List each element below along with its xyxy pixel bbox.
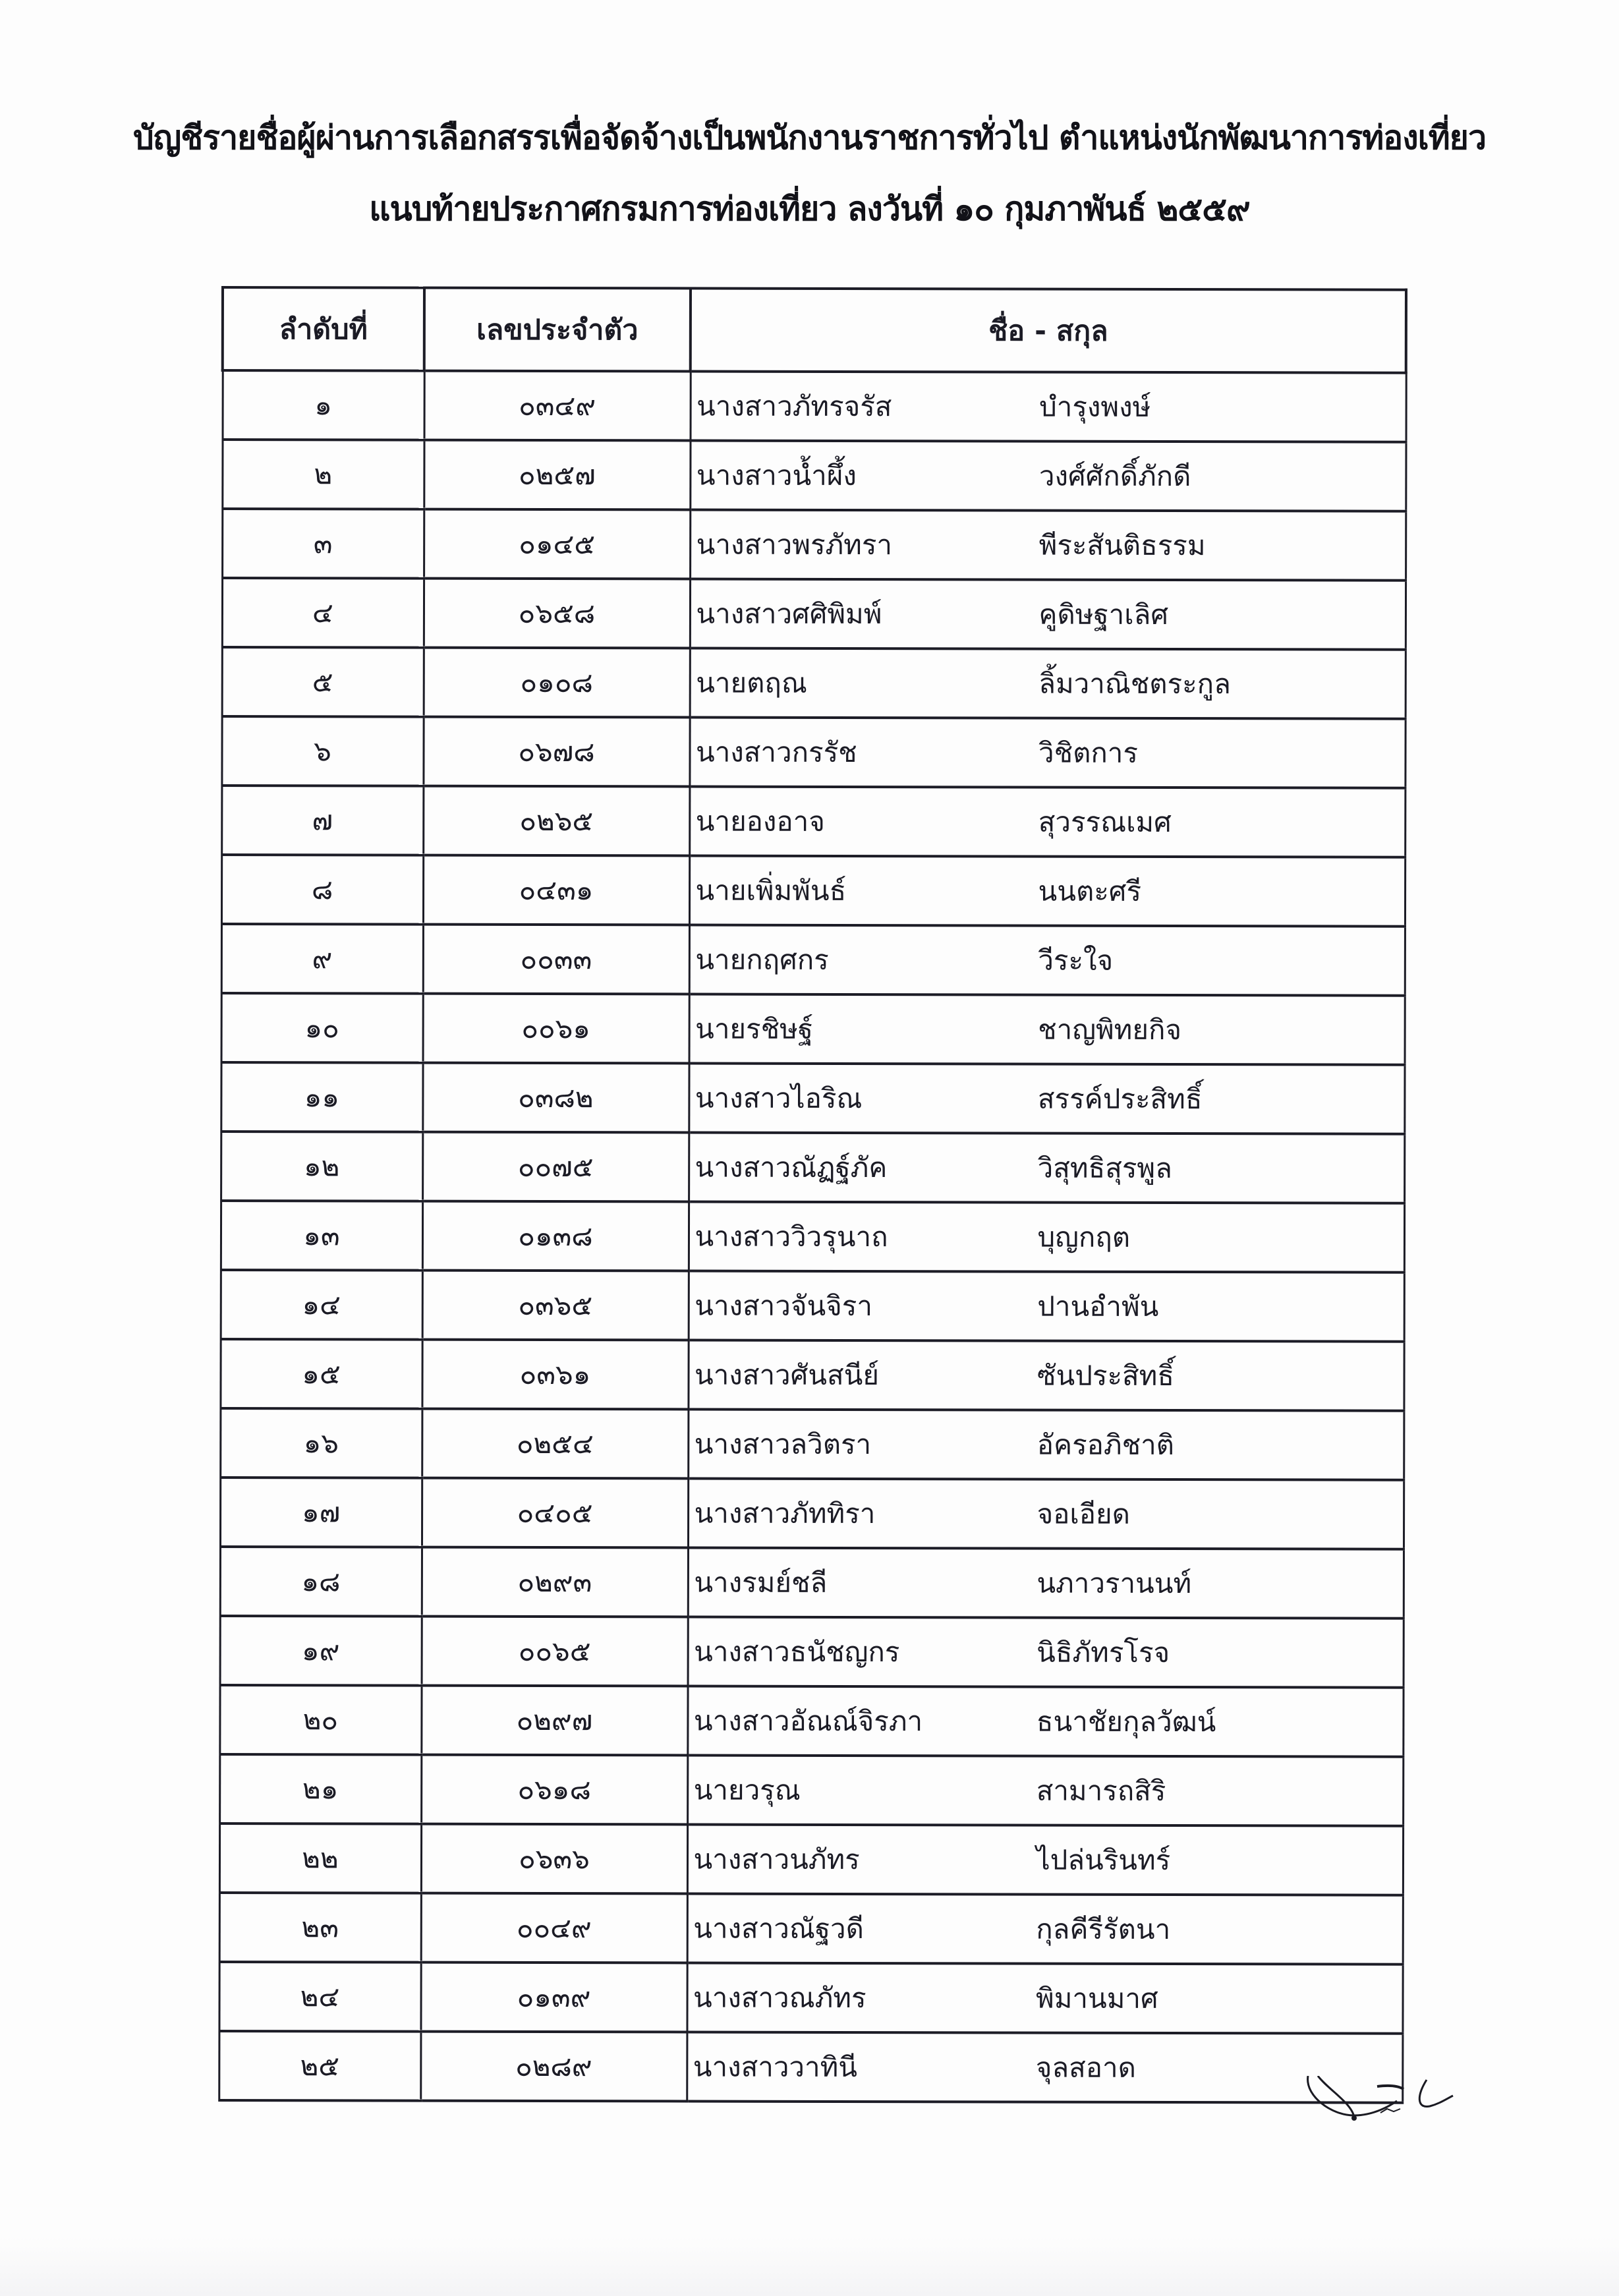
row-id-number: ๐๐๗๕ <box>422 1132 689 1202</box>
row-full-name <box>688 1478 1404 1549</box>
row-id-number: ๐๓๖๕ <box>422 1271 689 1340</box>
row-last-name: นิธิภัทรโรจ <box>1037 1636 1170 1669</box>
table-row <box>219 1893 1403 1965</box>
row-last-name: ชาญพิทยกิจ <box>1038 1013 1182 1046</box>
row-first-name: นายวรุณ <box>693 1773 801 1806</box>
row-last-name: สรรค์ประสิทธิ์ <box>1037 1082 1203 1115</box>
row-id-number: ๐๔๓๑ <box>423 855 689 925</box>
row-order: ๖ <box>221 716 423 786</box>
row-id-number: ๐๐๖๑ <box>423 994 689 1064</box>
row-last-name: สามารถสิริ <box>1036 1774 1166 1807</box>
row-order: ๕ <box>222 647 424 717</box>
row-first-name: นางสาววิวรุนาถ <box>695 1220 888 1253</box>
row-order: ๒๐ <box>219 1685 421 1755</box>
row-order: ๑๑ <box>221 1062 422 1132</box>
row-order: ๒๔ <box>219 1962 420 2032</box>
row-full-name <box>690 440 1406 511</box>
row-last-name: ปานอำพัน <box>1037 1290 1159 1323</box>
row-last-name: นนตะศรี <box>1038 875 1142 907</box>
row-id-number: ๐๐๓๓ <box>423 925 689 994</box>
row-order: ๑๘ <box>220 1547 422 1617</box>
row-full-name <box>689 1063 1404 1134</box>
row-order: ๒๒ <box>219 1823 421 1893</box>
table-row <box>221 855 1405 927</box>
row-first-name: นางสาวภัทรจรัส <box>696 389 892 422</box>
row-last-name: วิชิตการ <box>1038 736 1139 769</box>
row-order: ๒ <box>222 440 424 509</box>
row-first-name: นางสาวไอริณ <box>695 1081 863 1114</box>
row-first-name: นางสาวธนัชญกร <box>694 1635 900 1668</box>
row-id-number: ๐๖๓๖ <box>421 1824 687 1894</box>
row-id-number: ๐๒๘๙ <box>420 2032 687 2102</box>
row-order: ๑๒ <box>221 1132 422 1201</box>
header-name: ชื่อ - สกุล <box>691 288 1406 372</box>
row-full-name <box>689 1132 1404 1203</box>
row-id-number: ๐๖๗๘ <box>423 717 689 787</box>
row-first-name: นางสาวภัททิรา <box>694 1497 876 1530</box>
row-last-name: คูดิษฐาเลิศ <box>1038 598 1169 631</box>
row-first-name: นางสาวอัณณ์จิรภา <box>693 1704 923 1737</box>
row-order: ๓ <box>222 509 424 579</box>
row-first-name: นางสาวศันสนีย์ <box>694 1358 880 1391</box>
row-id-number: ๐๑๓๙ <box>420 1963 687 2032</box>
row-first-name: นางสาวณัฐวดี <box>693 1912 864 1945</box>
row-full-name <box>690 509 1406 580</box>
row-id-number: ๐๒๕๔ <box>422 1409 688 1479</box>
row-order: ๑๗ <box>220 1478 422 1547</box>
row-id-number: ๐๐๔๙ <box>421 1893 687 1963</box>
row-full-name <box>689 717 1405 788</box>
row-id-number: ๐๑๓๘ <box>422 1201 689 1271</box>
row-full-name <box>689 925 1405 995</box>
table-row <box>223 370 1406 442</box>
row-last-name: ซันประสิทธิ์ <box>1037 1359 1175 1392</box>
row-last-name: จุลสอาด <box>1035 2051 1136 2084</box>
row-id-number: ๐๖๑๘ <box>421 1755 687 1825</box>
row-id-number: ๐๔๐๕ <box>422 1478 688 1548</box>
row-full-name <box>687 1686 1403 1756</box>
row-full-name <box>687 1893 1403 1964</box>
row-id-number: ๐๒๖๕ <box>423 786 689 856</box>
row-last-name: วิสุทธิสุรพูล <box>1037 1151 1172 1184</box>
row-first-name: นางสาวกรรัช <box>695 735 857 768</box>
row-full-name <box>689 786 1405 857</box>
table-row <box>221 1201 1404 1273</box>
table-body <box>219 370 1406 2103</box>
row-last-name: พีระสันติธรรม <box>1038 529 1206 561</box>
table-row <box>221 1062 1404 1134</box>
row-first-name: นายกฤศกร <box>695 943 829 976</box>
table-row <box>222 647 1406 719</box>
row-id-number: ๐๒๙๗ <box>421 1686 687 1756</box>
table-row <box>221 716 1405 788</box>
table-row <box>221 924 1405 996</box>
row-id-number: ๐๒๙๓ <box>422 1547 688 1617</box>
row-id-number: ๐๐๖๕ <box>422 1617 688 1686</box>
table-row <box>221 1132 1404 1203</box>
row-last-name: อัครอภิชาติ <box>1037 1428 1175 1461</box>
row-last-name: วีระใจ <box>1038 944 1114 977</box>
row-order: ๙ <box>221 924 423 994</box>
row-last-name: พิมานมาศ <box>1036 1982 1158 2015</box>
scan-edge-shading <box>0 2237 1619 2296</box>
table-row <box>220 1616 1404 1688</box>
row-order: ๑๖ <box>220 1408 422 1478</box>
row-order: ๒๕ <box>219 2031 420 2101</box>
table-row <box>219 2031 1402 2103</box>
table-row <box>220 1478 1404 1549</box>
handwritten-signature <box>1305 2076 1476 2168</box>
table-row <box>219 1962 1402 2034</box>
row-first-name: นางสาวณภัทร <box>693 1981 866 2014</box>
table-row <box>219 1685 1403 1757</box>
row-first-name: นางสาวน้ำผึ้ง <box>696 459 857 492</box>
row-full-name <box>690 579 1406 649</box>
results-table <box>217 286 1407 2104</box>
row-order: ๑๙ <box>220 1616 422 1686</box>
row-last-name: กุลคีรีรัตนา <box>1036 1912 1171 1945</box>
table-row <box>219 1823 1403 1895</box>
row-id-number: ๐๓๘๒ <box>422 1063 689 1133</box>
row-first-name: นายองอาจ <box>695 805 825 838</box>
row-first-name: นางสาวณัฏฐ์ภัค <box>695 1151 888 1184</box>
table-row <box>222 440 1406 511</box>
row-id-number: ๐๑๐๘ <box>424 648 690 718</box>
row-last-name: วงศ์ศักดิ์ภักดี <box>1038 459 1191 492</box>
row-id-number: ๐๑๔๕ <box>424 509 690 579</box>
row-full-name <box>687 2032 1402 2102</box>
table-row <box>222 509 1406 581</box>
row-full-name <box>689 1201 1404 1272</box>
row-full-name <box>688 1409 1404 1479</box>
row-order: ๗ <box>221 786 423 855</box>
row-order: ๑๕ <box>220 1339 422 1409</box>
table-row <box>220 1408 1404 1480</box>
table-row <box>221 786 1405 857</box>
row-first-name: นายรชิษฐ์ <box>695 1012 814 1045</box>
row-full-name <box>691 371 1406 442</box>
document-title: บัญชีรายชื่อผู้ผ่านการเลือกสรรเพื่อจัดจ้างเป็นพนักงานราชการทั่วไป ตำแหน่งนักพัฒนาการท่องเที่ยว <box>132 119 1487 157</box>
row-first-name: นางสาวพรภัทรา <box>696 528 893 561</box>
row-full-name <box>688 1340 1404 1410</box>
row-first-name: นางสาวศศิพิมพ์ <box>696 597 882 630</box>
row-full-name <box>687 1755 1403 1825</box>
row-full-name <box>688 1547 1404 1618</box>
header-order: ลำดับที่ <box>223 287 424 371</box>
row-order: ๑ <box>223 370 424 440</box>
row-full-name <box>689 855 1405 926</box>
row-first-name: นางรมย์ชลี <box>694 1566 828 1599</box>
row-last-name: ลิ้มวาณิชตระกูล <box>1038 667 1231 700</box>
row-last-name: นภาวรานนท์ <box>1037 1566 1192 1599</box>
document-subtitle: แนบท้ายประกาศกรมการท่องเที่ยว ลงวันที่ ๑๐ กุมภาพันธ์ ๒๕๕๙ <box>369 190 1250 228</box>
row-id-number: ๐๒๕๗ <box>424 440 690 510</box>
row-order: ๘ <box>221 855 423 925</box>
table-row <box>221 993 1405 1065</box>
row-last-name: ไปล่นรินทร์ <box>1036 1843 1171 1876</box>
row-last-name: บุญกฤต <box>1037 1220 1131 1253</box>
row-first-name: นายเพิ่มพันธ์ <box>695 874 847 907</box>
row-last-name: สุวรรณเมศ <box>1038 805 1172 838</box>
header-id: เลขประจำตัว <box>424 288 691 372</box>
row-full-name <box>689 1271 1404 1341</box>
row-first-name: นางสาวลวิตรา <box>694 1427 872 1460</box>
table-row <box>221 1270 1404 1342</box>
row-last-name: ธนาชัยกุลวัฒน์ <box>1036 1705 1216 1738</box>
row-order: ๑๐ <box>221 993 423 1063</box>
row-order: ๔ <box>222 578 424 648</box>
row-full-name <box>687 1963 1402 2033</box>
row-first-name: นางสาวนภัทร <box>693 1843 860 1876</box>
table-row <box>220 1339 1404 1411</box>
row-first-name: นายตฤณ <box>696 666 807 699</box>
row-order: ๒๓ <box>219 1893 421 1963</box>
row-full-name <box>690 648 1406 718</box>
row-first-name: นางสาวจันจิรา <box>695 1289 873 1322</box>
table-header-row <box>223 287 1406 373</box>
table-row <box>222 578 1406 650</box>
row-id-number: ๐๖๕๘ <box>424 579 690 648</box>
row-full-name <box>687 1824 1403 1895</box>
row-last-name: จอเอียด <box>1037 1497 1130 1530</box>
table-row <box>220 1547 1404 1619</box>
row-order: ๑๓ <box>221 1201 422 1271</box>
table-row <box>219 1754 1403 1826</box>
row-id-number: ๐๓๔๙ <box>424 371 691 441</box>
row-first-name: นางสาววาทินี <box>693 2050 858 2083</box>
row-order: ๒๑ <box>219 1754 421 1824</box>
row-last-name: บำรุงพงษ์ <box>1039 390 1151 423</box>
row-full-name <box>688 1617 1404 1687</box>
row-order: ๑๔ <box>221 1270 422 1340</box>
row-id-number: ๐๓๖๑ <box>422 1340 688 1410</box>
row-full-name <box>689 994 1405 1064</box>
